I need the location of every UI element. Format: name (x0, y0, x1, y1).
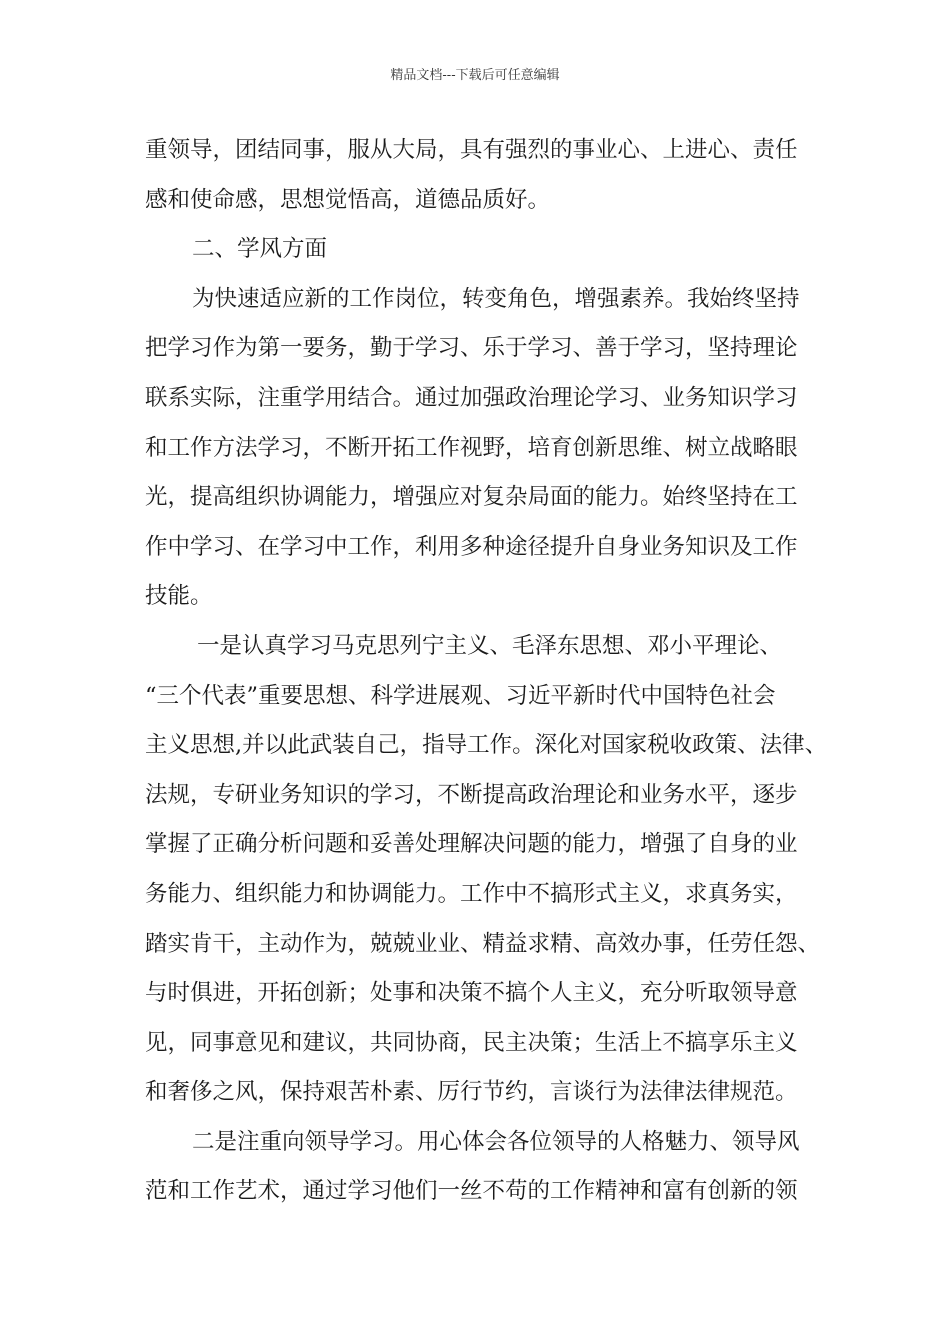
text-line: 光，提高组织协调能力，增强应对复杂局面的能力。始终坚持在工 (145, 484, 798, 511)
text-line: 作中学习、在学习中工作，利用多种途径提升自身业务知识及工作 (145, 533, 798, 560)
text-line: 掌握了正确分析问题和妥善处理解决问题的能力，增强了自身的业 (145, 831, 798, 858)
text-line: 与时俱进，开拓创新；处事和决策不搞个人主义，充分听取领导意 (145, 980, 798, 1007)
section-heading: 二、学风方面 (192, 236, 328, 263)
text-line: 见，同事意见和建议，共同协商，民主决策；生活上不搞享乐主义 (145, 1029, 798, 1056)
text-line: 范和工作艺术，通过学习他们一丝不苟的工作精神和富有创新的领 (145, 1178, 798, 1205)
text-line: 和奢侈之风，保持艰苦朴素、厉行节约，言谈行为法律法律规范。 (145, 1079, 798, 1106)
text-line: 把学习作为第一要务，勤于学习、乐于学习、善于学习，坚持理论 (145, 335, 798, 362)
document-body (145, 126, 828, 1217)
text-line: 一是认真学习马克思列宁主义、毛泽东思想、邓小平理论、 (197, 632, 783, 659)
text-line: 感和使命感，思想觉悟高，道德品质好。 (145, 186, 551, 213)
text-line: 主义思想,并以此武装自己，指导工作。深化对国家税收政策、法律、 (145, 732, 828, 759)
text-line: 为快速适应新的工作岗位，转变角色，增强素养。我始终坚持 (192, 285, 800, 312)
text-line: 和工作方法学习，不断开拓工作视野，培育创新思维、树立战略眼 (145, 434, 798, 461)
text-line: 二是注重向领导学习。用心体会各位领导的人格魅力、领导风 (192, 1128, 800, 1155)
text-line: 联系实际，注重学用结合。通过加强政治理论学习、业务知识学习 (145, 384, 798, 411)
text-line: “三个代表”重要思想、科学进展观、习近平新时代中国特色社会 (145, 682, 776, 709)
text-line: 重领导，团结同事，服从大局，具有强烈的事业心、上进心、责任 (145, 137, 798, 163)
text-line: 技能。 (145, 583, 213, 610)
text-line: 务能力、组织能力和协调能力。工作中不搞形式主义，求真务实， (145, 880, 798, 907)
text-line: 踏实肯干，主动作为，兢兢业业、精益求精、高效办事，任劳任怨、 (145, 930, 821, 957)
page-header: 精品文档---下载后可任意编辑 (390, 68, 560, 83)
text-line: 法规，专研业务知识的学习，不断提高政治理论和业务水平，逐步 (145, 781, 798, 808)
